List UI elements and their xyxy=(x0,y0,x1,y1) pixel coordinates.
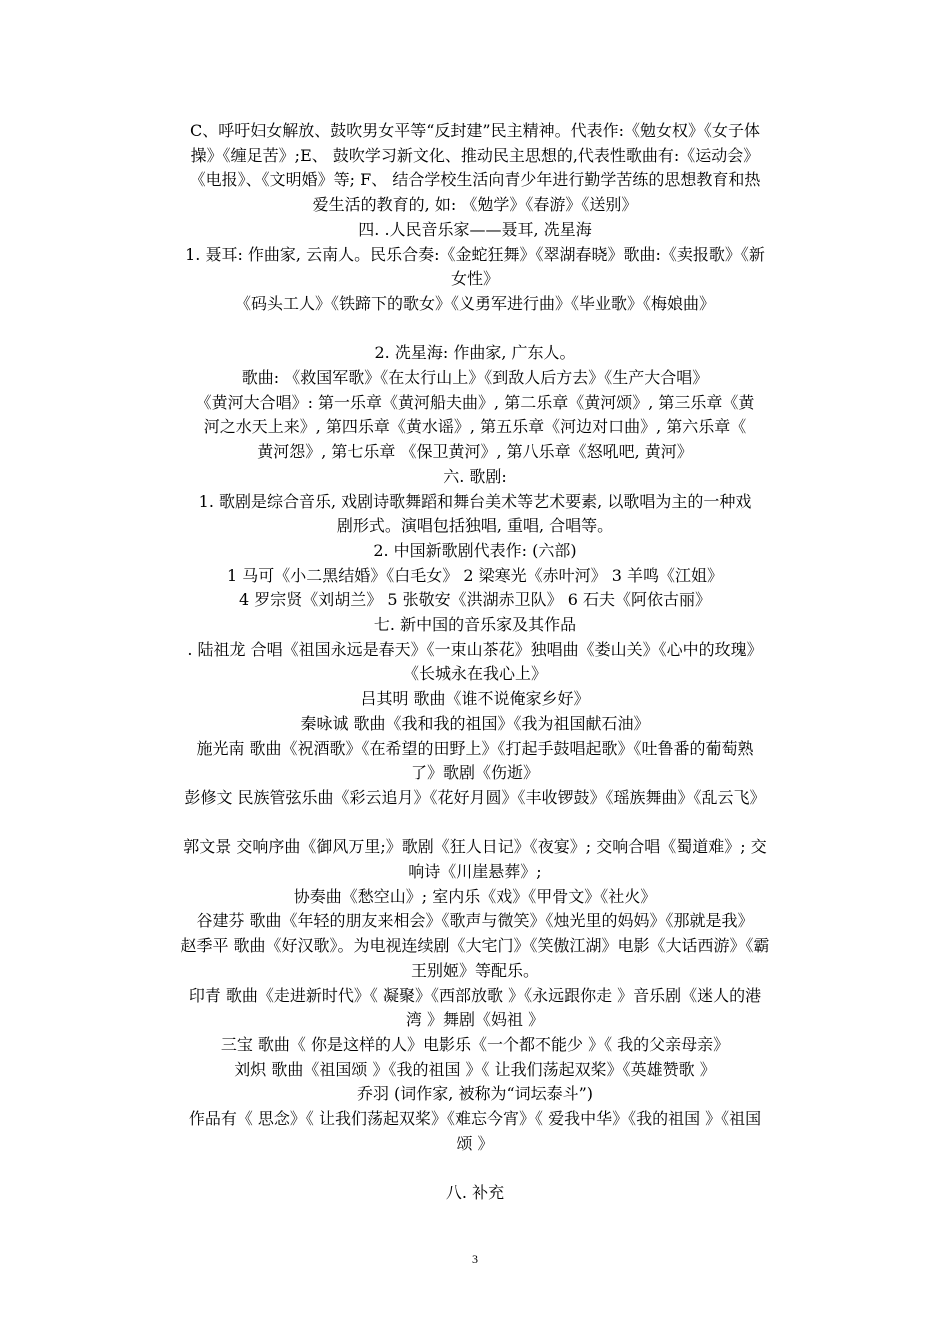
text-line: 吕其明 歌曲《谁不说俺家乡好》 xyxy=(360,689,590,709)
text-line: 四. .人民音乐家——聂耳, 冼星海 xyxy=(358,219,592,239)
text-line: 河之水天上来》, 第四乐章《黄水谣》, 第五乐章《河边对口曲》, 第六乐章《 xyxy=(203,417,747,437)
text-line: 三宝 歌曲《 你是这样的人》电影乐《一个都不能少 》《 我的父亲母亲》 xyxy=(220,1034,730,1054)
blank-line xyxy=(140,811,810,836)
text-line: 剧形式。演唱包括独唱, 重唱, 合唱等。 xyxy=(336,516,614,536)
document-body xyxy=(140,119,810,1206)
text-line: 黄河怨》, 第七乐章 《保卫黄河》, 第八乐章《怒吼吧, 黄河》 xyxy=(257,442,693,462)
text-line: 郭文景 交响序曲《御风万里;》歌剧《狂人日记》《夜宴》; 交响合唱《蜀道难》; 交 xyxy=(183,837,767,857)
text-line: 颂 》 xyxy=(456,1133,494,1153)
text-line: 协奏曲《愁空山》; 室内乐《戏》《甲骨文》《社火》 xyxy=(293,886,657,906)
page-number: 3 xyxy=(472,1252,478,1266)
text-line: 1. 歌剧是综合音乐, 戏剧诗歌舞蹈和舞台美术等艺术要素, 以歌唱为主的一种戏 xyxy=(198,491,752,511)
text-line: 了》歌剧《伤逝》 xyxy=(410,763,539,783)
text-line: 1. 聂耳: 作曲家, 云南人。民乐合奏:《金蛇狂舞》《翠湖春晓》歌曲:《卖报歌》《新 xyxy=(185,244,765,264)
text-line: 湾 》舞剧《妈祖 》 xyxy=(405,1010,545,1030)
text-line: 4 罗宗贤《刘胡兰》 5 张敬安《洪湖赤卫队》 6 石夫《阿依古丽》 xyxy=(239,590,711,610)
text-line: 女性》 xyxy=(450,269,499,289)
text-line: 《长城永在我心上》 xyxy=(402,664,547,684)
text-line: 八. 补充 xyxy=(445,1183,505,1203)
text-line: 秦咏诚 歌曲《我和我的祖国》《我为祖国献石油》 xyxy=(300,713,650,733)
text-line: 2. 冼星海: 作曲家, 广东人。 xyxy=(374,343,576,363)
text-line: 施光南 歌曲《祝酒歌》《在希望的田野上》《打起手鼓唱起歌》《吐鲁番的葡萄熟 xyxy=(196,738,754,758)
text-line: 爱生活的教育的, 如: 《勉学》《春游》《送别》 xyxy=(312,195,638,215)
text-line: 作品有《 思念》《 让我们荡起双桨》《难忘今宵》《 爱我中华》《我的祖国 》《祖国 xyxy=(188,1109,762,1129)
text-line: 赵季平 歌曲《好汉歌》。为电视连续剧《大宅门》《笑傲江湖》电影《大话西游》《霸 xyxy=(180,936,770,956)
text-line: 《电报》、《文明婚》等; F、 结合学校生活向青少年进行勤学苦练的思想教育和热 xyxy=(189,170,761,190)
text-line: 刘炽 歌曲《祖国颂 》《我的祖国 》《 让我们荡起双桨》《英雄赞歌 》 xyxy=(234,1059,716,1079)
text-line: 歌曲: 《救国军歌》《在太行山上》《到敌人后方去》《生产大合唱》 xyxy=(241,368,709,388)
text-line: 六. 歌剧: xyxy=(443,466,507,486)
text-line: 王别姬》等配乐。 xyxy=(410,960,539,980)
text-line: 1 马可《小二黑结婚》《白毛女》 2 梁寒光《赤叶河》 3 羊鸣《江姐》 xyxy=(227,565,723,585)
text-line: 乔羽 (词作家, 被称为“词坛泰斗”) xyxy=(356,1084,594,1104)
text-line: 七. 新中国的音乐家及其作品 xyxy=(373,615,577,635)
text-line: 彭修文 民族管弦乐曲《彩云追月》《花好月圆》《丰收锣鼓》《瑶族舞曲》《乱云飞》 xyxy=(184,787,766,807)
blank-line xyxy=(140,1157,810,1182)
text-line: . 陆祖龙 合唱《祖国永远是春天》《一束山茶花》独唱曲《娄山关》《心中的玫瑰》 xyxy=(187,639,763,659)
text-line: 印青 歌曲《走进新时代》《 凝聚》《西部放歌 》《永远跟你走 》音乐剧《迷人的港 xyxy=(188,985,762,1005)
text-line: 响诗《川崖悬葬》; xyxy=(408,862,542,882)
text-line: 《码头工人》《铁蹄下的歌女》《义勇军进行曲》《毕业歌》《梅娘曲》 xyxy=(234,293,715,313)
blank-line xyxy=(140,317,810,342)
text-line: 《黄河大合唱》: 第一乐章《黄河船夫曲》, 第二乐章《黄河颂》, 第三乐章《黄 xyxy=(195,392,755,412)
text-line: 操》《缠足苦》;E、 鼓吹学习新文化、推动民主思想的,代表性歌曲有:《运动会》 xyxy=(190,145,760,165)
text-line: 谷建芬 歌曲《年轻的朋友来相会》《歌声与微笑》《烛光里的妈妈》《那就是我》 xyxy=(196,911,754,931)
text-line: 2. 中国新歌剧代表作: (六部) xyxy=(373,540,577,560)
text-line: C、呼吁妇女解放、鼓吹男女平等“反封建”民主精神。代表作:《勉女权》《女子体 xyxy=(190,121,760,140)
